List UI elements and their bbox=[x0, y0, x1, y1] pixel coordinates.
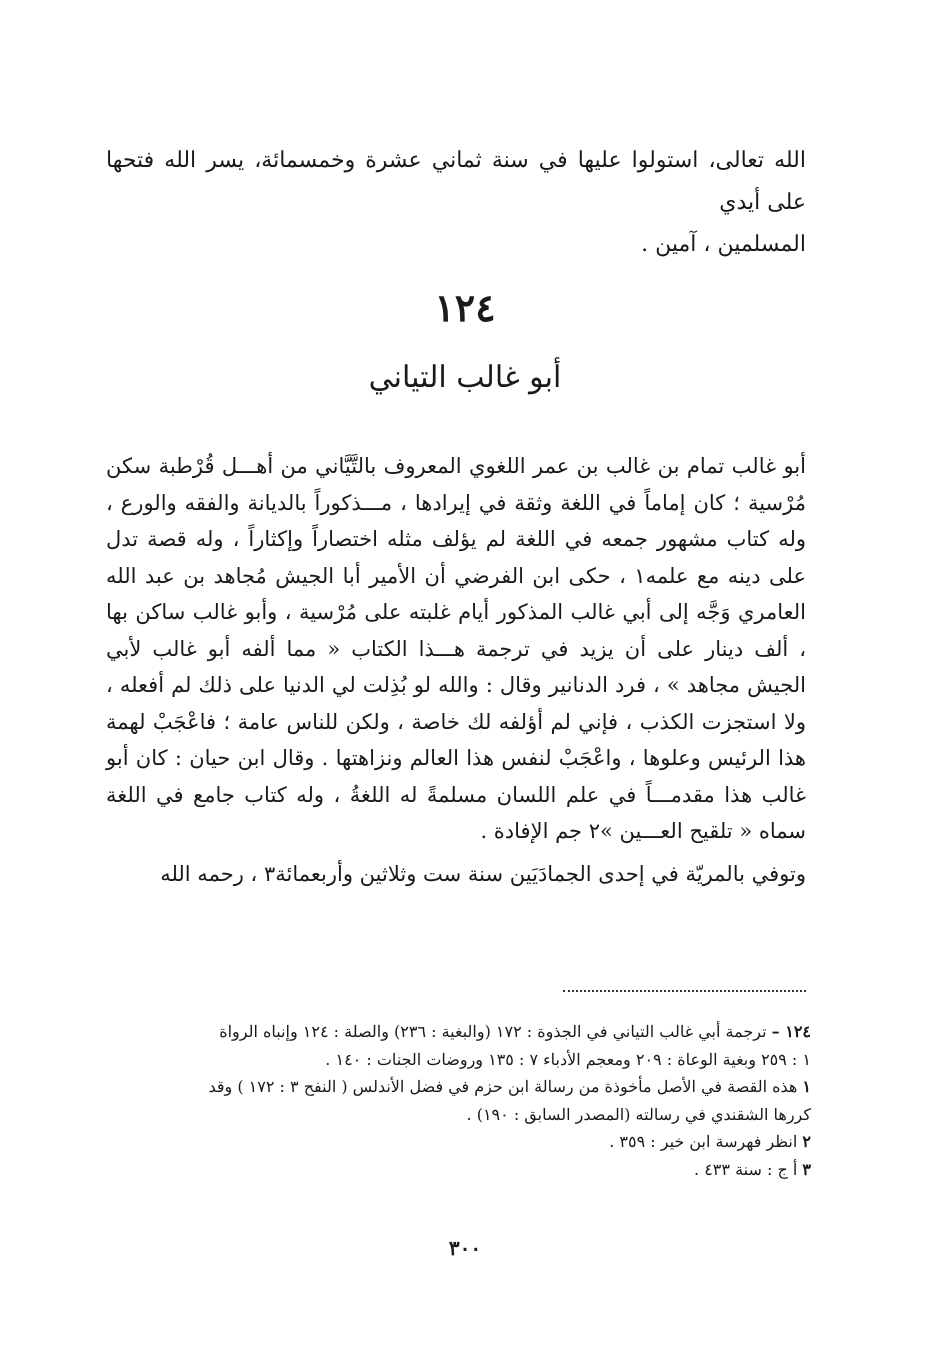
entry-title: أبو غالب التياني bbox=[368, 360, 562, 395]
biography-text bbox=[106, 448, 806, 892]
footnote-1-line-1 bbox=[106, 1073, 811, 1101]
footnote-2-text: انظر فهرسة ابن خير : ٣٥٩ . bbox=[609, 1132, 798, 1151]
footnote-1-ref: ١ bbox=[802, 1077, 811, 1096]
footnote-3-ref: ٣ bbox=[802, 1159, 811, 1179]
source-footnote-text-1: ترجمة أبي غالب التياني في الجذوة : ١٧٢ (والبغية : ٢٣٦) والصلة : ١٢٤ وإنباه الرواة bbox=[219, 1022, 767, 1041]
footnote-3 bbox=[106, 1156, 811, 1184]
source-footnote-ref: ١٢٤ – bbox=[771, 1022, 811, 1041]
footnote-2-ref: ٢ bbox=[802, 1132, 811, 1151]
source-footnote-line-1 bbox=[106, 1018, 811, 1046]
intro-continuation bbox=[106, 140, 806, 266]
page-number: ٣٠٠ bbox=[448, 1236, 482, 1260]
footnote-3-text: أ ج : سنة ٤٣٣ . bbox=[694, 1159, 798, 1179]
intro-line-1: الله تعالى، استولوا عليها في سنة ثماني عشرة وخمسمائة، يسر الله فتحها على أيدي bbox=[106, 148, 806, 215]
footnotes bbox=[106, 1018, 811, 1183]
biography-paragraph-2: وتوفي بالمريّة في إحدى الجمادَيَين سنة ست وثلاثين وأربعمائة٣ ، رحمه الله bbox=[160, 861, 806, 886]
source-footnote-line-2: ١ : ٢٥٩ وبغية الوعاة : ٢٠٩ ومعجم الأدباء ٧ : ١٣٥ وروضات الجنات : ١٤٠ . bbox=[325, 1049, 811, 1069]
entry-number: ١٢٤ bbox=[434, 285, 496, 330]
footnote-divider bbox=[563, 990, 806, 992]
intro-line-2: المسلمين ، آمين . bbox=[641, 232, 806, 257]
biography-paragraph-1: أبو غالب تمام بن غالب بن عمر اللغوي المعروف بالتَّيَّاني من أهـــل قُرْطبة سكن مُرْسية ؛ كان إماماً في اللغة وثقة في إيرادها ، مـــذكوراً بالديانة والفقه والورع ، وله كتاب مشهور جمعه في اللغة لم يؤلف مثله اختصاراً وإكثاراً ، وله قصة تدل على دينه مع علمه١ ، حكى ابن الفرضي أن الأمير أبا الجيش مُجاهد بن عبد الله العامري وَجَّه إلى أبي غالب المذكور أيام غلبته على مُرْسية ، وأبو غالب ساكن بها ، ألف دينار على أن يزيد في ترجمة هـــذا الكتاب « مما ألفه أبو غالب لأبي الجيش مجاهد » ، فرد الدنانير وقال : والله لو بُذِلت لي الدنيا على ذلك لم أفعله ، ولا استجزت الكذب ، فإني لم أؤلفه لك خاصة ، ولكن للناس عامة ؛ فاعْجَبْ لهمة هذا الرئيس وعلوها ، واعْجَبْ لنفس هذا العالم ونزاهتها . وقال ابن حيان : كان أبو غالب هذا مقدمـــاً في علم اللسان مسلمةً له اللغةُ ، وله كتاب جامع في اللغة سماه « تلقيح العـــين »٢ جم الإفادة . bbox=[106, 454, 806, 843]
footnote-1-line-2: كررها الشقندي في رسالته (المصدر السابق : ١٩٠) . bbox=[466, 1104, 811, 1124]
footnote-2 bbox=[106, 1128, 811, 1156]
footnote-1-text-1: هذه القصة في الأصل مأخوذة من رسالة ابن حزم في فضل الأندلس ( النفح ٣ : ١٧٢ ) وقد bbox=[208, 1077, 798, 1096]
